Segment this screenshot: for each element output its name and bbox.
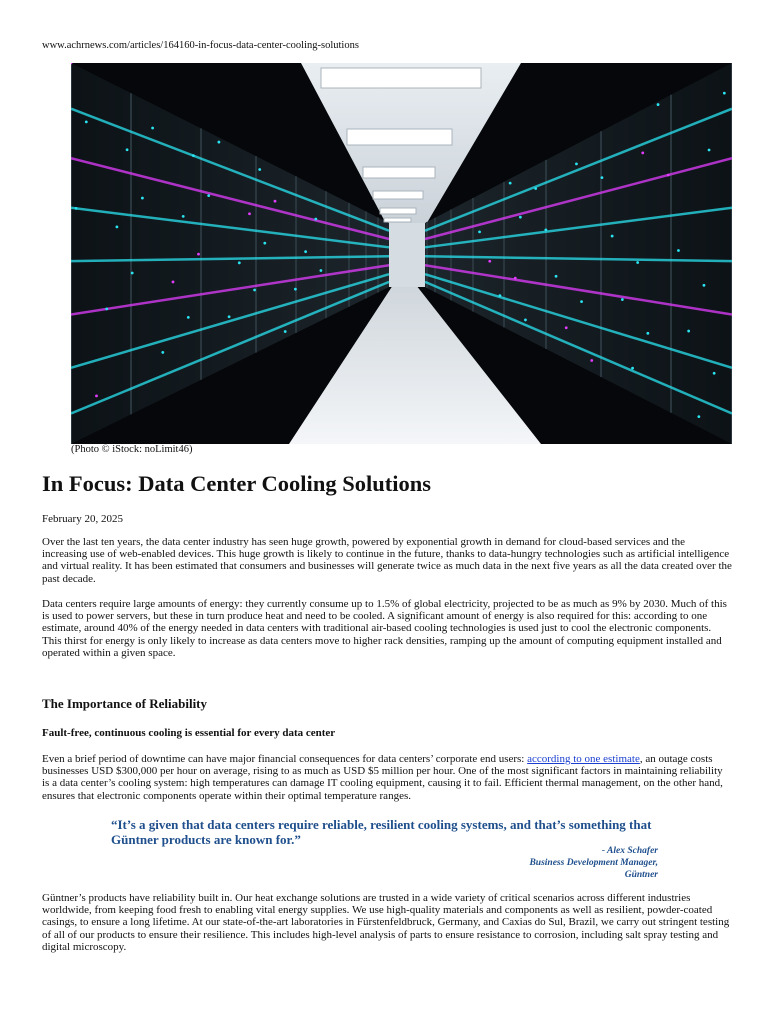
photo-caption: (Photo © iStock: noLimit46)	[71, 444, 193, 455]
paragraph-reliability: Güntner’s products have reliability built in. Our heat exchange solutions are trusted in a wide variety of critical scenarios across different industries worldwide, from keeping food fresh to enabling vital energy supplies. We use high-quality materials and components as well as resilient, powder-coated casings, to ensure a long lifetime. At our state-of-the-art laboratories in Fürstenfeldbruck, Germany, and Caxias do Sul, Brazil, we carry out stringent testing of all of our products to ensure their resilience. This includes high-level analysis of parts to ensure resistance to corrosion, including salt spray testing and digital microscopy.	[42, 892, 730, 953]
server-led	[95, 394, 98, 397]
server-led	[304, 250, 307, 253]
server-led	[677, 249, 680, 252]
server-led	[703, 284, 706, 287]
server-led	[488, 260, 491, 263]
server-led	[519, 216, 522, 219]
paragraph-downtime	[42, 753, 732, 802]
server-led	[544, 228, 547, 231]
server-led	[151, 127, 154, 130]
server-led	[141, 197, 144, 200]
server-led	[667, 174, 670, 177]
server-led	[263, 242, 266, 245]
article-date: February 20, 2025	[42, 513, 123, 525]
server-led	[641, 151, 644, 154]
pull-quote: “It’s a given that data centers require reliable, resilient cooling systems, and that’s something that Güntner products are known for.”	[111, 817, 652, 847]
server-led	[723, 92, 726, 95]
server-led	[187, 316, 190, 319]
server-led	[274, 200, 277, 203]
server-led	[248, 212, 251, 215]
server-led	[697, 415, 700, 418]
quote-author: - Alex Schafer	[601, 846, 658, 856]
quote-attribution	[529, 845, 658, 881]
server-led	[636, 261, 639, 264]
server-led	[238, 261, 241, 264]
server-led	[192, 154, 195, 157]
server-led	[478, 230, 481, 233]
server-led	[687, 330, 690, 333]
server-led	[258, 168, 261, 171]
server-led	[611, 235, 614, 238]
server-led	[253, 289, 256, 292]
server-led	[126, 148, 129, 151]
data-center-photo	[71, 63, 732, 444]
article-title: In Focus: Data Center Cooling Solutions	[42, 471, 431, 496]
server-led	[713, 372, 716, 375]
estimate-link[interactable]: according to one estimate	[527, 753, 640, 765]
server-led	[657, 103, 660, 106]
paragraph-downtime-text-2: , an outage costs businesses USD $300,000 per hour on average, rising to as much as USD $5 million per hour. One of the most significant factors in maintaining reliability is a data center’s cooling system: high temperatures can damage IT cooling equipment, causing it to fail. Efficient thermal management, on the other hand, ensures that electronic components operate within their optimal temperature ranges.	[42, 753, 723, 802]
server-led	[534, 187, 537, 190]
server-led	[601, 176, 604, 179]
server-led	[207, 194, 210, 197]
server-led	[105, 308, 108, 311]
section-heading: The Importance of Reliability	[42, 696, 208, 711]
server-led	[197, 253, 200, 256]
paragraph-intro: Over the last ten years, the data center industry has seen huge growth, powered by exponential growth in demand for cloud-based services and the increasing use of web-enabled devices. This huge growth is likely to continue in the future, thanks to data-hungry technologies such as artificial intelligence and virtual reality. It has been estimated that consumers and businesses will generate twice as much data in the next five years as all the data created over the past decade.	[42, 536, 732, 585]
server-led	[294, 288, 297, 291]
server-led	[580, 300, 583, 303]
server-led	[565, 326, 568, 329]
page-url: www.achrnews.com/articles/164160-in-focus-data-center-cooling-solutions	[42, 40, 359, 51]
server-led	[75, 207, 78, 210]
server-led	[514, 277, 517, 280]
server-led	[631, 367, 634, 370]
server-led	[172, 281, 175, 284]
server-led	[314, 218, 317, 221]
server-led	[555, 275, 558, 278]
server-led	[320, 269, 323, 272]
server-led	[590, 359, 593, 362]
server-led	[131, 272, 134, 275]
server-led	[161, 351, 164, 354]
quote-company: Güntner	[624, 870, 658, 880]
server-led	[708, 149, 711, 152]
server-led	[509, 182, 512, 185]
server-led	[182, 215, 185, 218]
server-led	[228, 315, 231, 318]
server-led	[524, 319, 527, 322]
server-led	[85, 121, 88, 124]
server-led	[499, 294, 502, 297]
server-led	[575, 163, 578, 166]
quote-role: Business Development Manager,	[529, 858, 658, 868]
server-led	[646, 332, 649, 335]
server-led	[621, 298, 624, 301]
server-led	[218, 141, 221, 144]
server-led	[116, 225, 119, 228]
paragraph-energy: Data centers require large amounts of energy: they currently consume up to 1.5% of global electricity, projected to be as much as 9% by 2030. Much of this is used to power servers, but these in turn produce heat and need to be cooled. A significant amount of energy is also required for this: according to one estimate, around 40% of the energy needed in data centers with traditional air-based cooling technologies is used just to cool the electronic components. This thirst for energy is only likely to increase as data centers move to higher rack densities, ramping up the amount of computing equipment installed and operated within a given space.	[42, 598, 727, 659]
server-led	[284, 330, 287, 333]
section-subheading: Fault-free, continuous cooling is essential for every data center	[42, 727, 336, 739]
paragraph-downtime-text-1: Even a brief period of downtime can have major financial consequences for data centers’ corporate end users:	[42, 753, 528, 765]
